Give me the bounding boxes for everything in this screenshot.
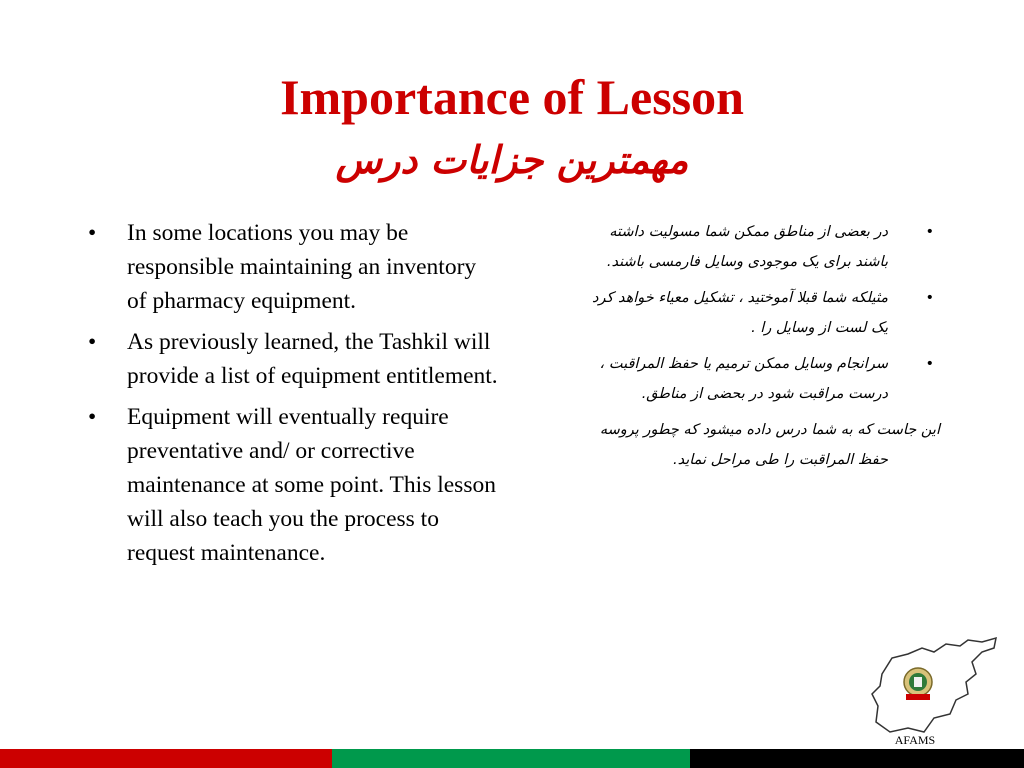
bullet-marker: •	[925, 290, 934, 306]
bullet-marker: •	[925, 224, 934, 240]
bullet-text: سرانجام وسایل ممکن ترمیم یا حفظ المراقبت ، درست مراقبت شود در بحضی از مناطق.	[599, 356, 888, 402]
dari-bullet-list	[590, 217, 940, 475]
list-item	[590, 283, 940, 343]
dari-paragraph: این جاست که به شما درس داده میشود که چطور پروسه حفظ المراقبت را طی مراحل نماید.	[599, 422, 940, 468]
english-bullet-list	[88, 216, 498, 577]
list-item	[590, 217, 940, 277]
flag-black-stripe	[690, 749, 1024, 768]
bullet-text: In some locations you may be responsible maintaining an inventory of pharmacy equipment.	[127, 220, 477, 314]
afams-label: AFAMS	[894, 733, 936, 747]
bullet-text: As previously learned, the Tashkil will provide a list of equipment entitlement.	[127, 329, 498, 389]
afghanistan-map-emblem-icon	[868, 636, 1000, 736]
bullet-marker: •	[88, 404, 97, 430]
slide-title-dari: مهمترین جزایات درس	[335, 138, 689, 182]
slide-title: Importance of Lesson	[280, 69, 744, 125]
list-item	[88, 400, 498, 570]
flag-red-stripe	[0, 749, 332, 768]
bullet-text: Equipment will eventually require preventative and/ or corrective maintenance at some point. This lesson will also teach you the process to request maintenance.	[127, 404, 496, 566]
bullet-marker: •	[925, 356, 934, 372]
flag-green-stripe	[332, 749, 690, 768]
bullet-marker: •	[88, 329, 97, 355]
list-item	[88, 216, 498, 318]
bullet-text: در بعضی از مناطق ممکن شما مسولیت داشته باشند برای یک موجودی وسایل فارمسی باشند.	[606, 224, 888, 270]
flag-color-bar	[0, 749, 1024, 768]
bullet-text: مثیلکه شما قبلا آموختید ، تشکیل معیاء خواهد کرد یک لست از وسایل را .	[592, 290, 888, 336]
bullet-marker: •	[88, 220, 97, 246]
list-item	[88, 325, 498, 393]
list-item	[590, 349, 940, 409]
